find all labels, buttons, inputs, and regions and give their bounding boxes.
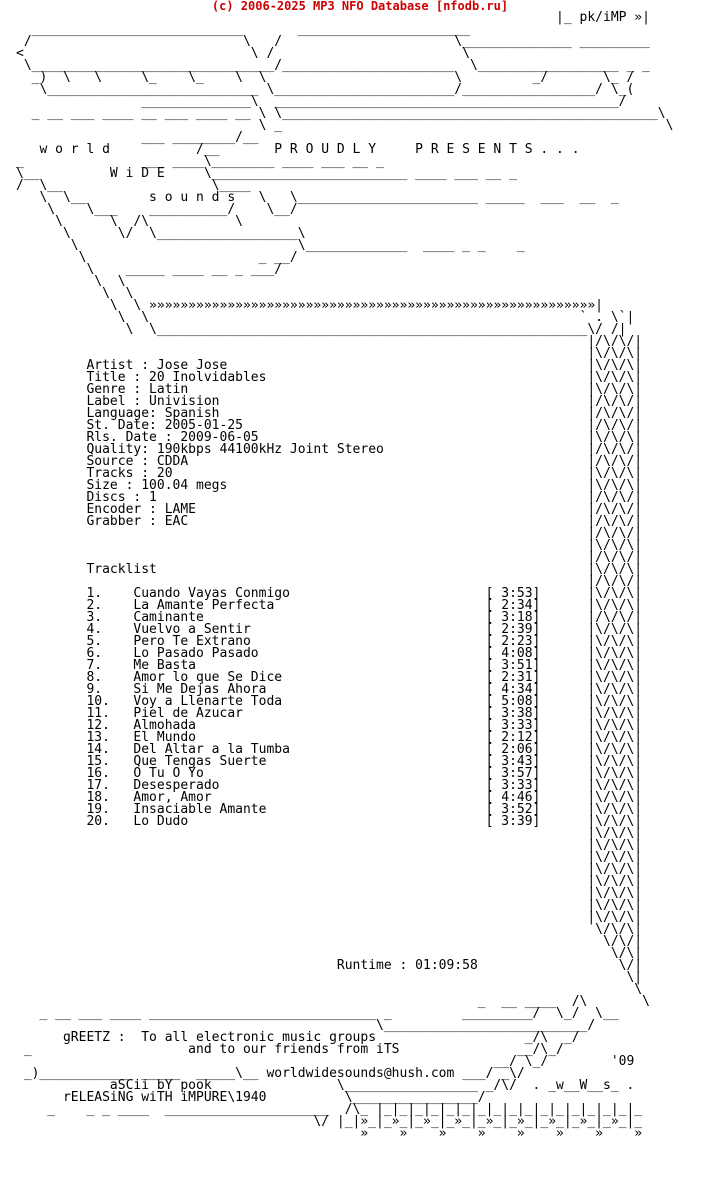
site-credit-header: (c) 2006-2025 MP3 NFO Database [nfodb.ru] — [211, 0, 509, 13]
nfo-ascii-art: |_ pk/iMP »| ___________________________ ______________________ / \ / \______________ _________ < \ / \ \_______________________________/______________________ \__________________ _ _ _) \ \ \_ \_ \ \ \ _/ \_ / \___________________________ \_______________________/_________________/ \_( ______________\ ____________________________________________/ _ __ ___ ____ __ ___ ____ __ \ \________________________________________________\ \ _ \ ___ ________/__ w o r l d /__ P R O U D L Y P R E S E N T S . . . _ ___ ____\________ ____ ___ __ _ \__ W i D E \_________________________ ____ ___ __ _ / \__ \____ \ \__ s o u n d s \ \_______________________ _____ ___ __ _ \ \___ __________/ \__/ \ \ /\ \ \ \/ \__________________\ \ \_____________ ____ _ _ _ \ _ __/ \ _____ ____ __ _ ___/ \ \ \ \ \ \ »»»»»»»»»»»»»»»»»»»»»»»»»»»»»»»»»»»»»»»»»»»»»»»»»»»»»»»»»| \ \ ` . \`| \ \_______________________________________________________\/ /| |/\/\/| |\/\/\| Artist : Jose Jose |\/\/\| Title : 20 Inolvidables |\/\/\| Genre : Latin |\/\/\| Label : Univision |/\/\/| Language: Spanish |/\/\/| St. Date: 2005-01-25 |/\/\/| Rls. Date : 2009-06-05 |\/\/\| Quality: 190kbps 44100kHz Joint Stereo |/\/\/| Source : CDDA |/\/\/| Tracks : 20 |\/\/\| Size : 100.04 megs |\/\/\| Discs : 1 |/\/\/| Encoder : LAME |/\/\/| Grabber : EAC |/\/\/| |/\/\/| |\/\/\| |/\/\/| Tracklist |\/\/\| |/\/\/| 1. Cuando Vayas Conmigo [ 3:53] |\/\/\| 2. La Amante Perfecta [ 2:34] |\/\/\| 3. Caminante [ 3:18] |/\/\/| 4. Vuelvo a Sentir [ 2:39] |\/\/\| 5. Pero Te Extrano [ 2:23] |\/\/\| 6. Lo Pasado Pasado [ 4:08] |\/\/\| 7. Me Basta [ 3:51] |\/\/\| 8. Amor lo que Se Dice [ 2:31] |\/\/\| 9. Si Me Dejas Ahora [ 4:34] |\/\/\| 10. Voy a Llenarte Toda [ 5:08] |\/\/\| 11. Piel de Azucar [ 3:38] |\/\/\| 12. Almohada [ 3:33] |\/\/\| 13. El Mundo [ 2:12] |\/\/\| 14. Del Altar a la Tumba [ 2:06] |\/\/\| 15. Que Tengas Suerte [ 3:43] |\/\/\| 16. O Tu O Yo [ 3:57] |\/\/\| 17. Desesperado [ 3:33] |\/\/\| 18. Amor, Amor [ 4:46] |\/\/\| 19. Insaciable Amante [ 3:52] |\/\/\| 20. Lo Dudo [ 3:39] |\/\/\| |\/\/\| |\/\/\| |\/\/\| |\/\/\| |\/\/\| |\/\/\| |\/\/\| |\/\/\| \/\/\| \/\/| \/\| Runtime : 01:09:58 \/| \| \ _ __ ____ /\ \ _ __ ___ ____ _____________________________ _ _________/ \_/ \__ \__________________________/ gREETZ : To all electronic music groups _/\ _/ _ and to our friends from iTS __/\_/ __/ \_/ '09 _)____________ _____ _____\__ worldwidesounds@hush.com ___/ _\/ aSCii bY pook \_________________ _/\/ . _w__W__s_ . rELEASiNG wiTH iMPURE\1940 \________________/ _ _ _ ____ _____________________ /\_ |_|_|_|_|_|_|_|_|_|_|_|_|_|_|_|_|_ \/ |_|»_|_»_|_»_|_»_|_»_|_»_|_»_|_»_|_»_|_ » » » » » » » » — [16, 10, 674, 1141]
